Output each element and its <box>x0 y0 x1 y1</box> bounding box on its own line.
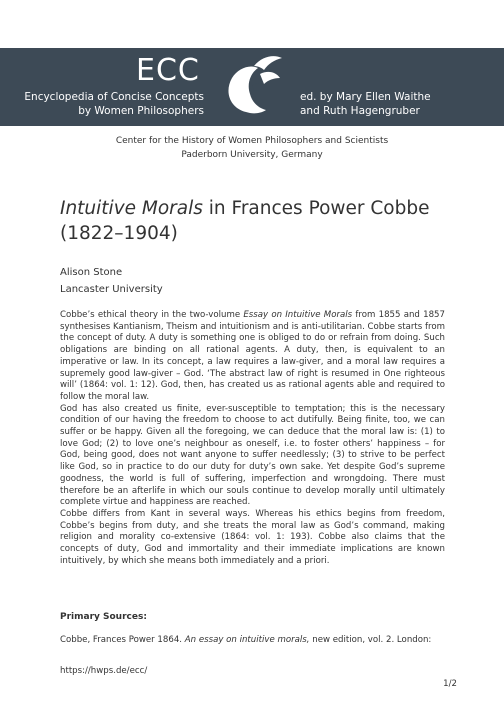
ecc-acronym: ECC <box>136 53 200 88</box>
subtitle-line-1: Encyclopedia of Concise Concepts <box>24 91 204 103</box>
header-banner <box>0 48 504 126</box>
title-rest: in Frances Power Cobbe <box>202 198 430 219</box>
institution-block <box>0 134 504 162</box>
paragraph-3: Cobbe differs from Kant in several ways. Whereas his ethics begins from freedom, Cobbe’s begins from duty, and she treats the moral law as God’s command, making religion and morality co-extensive (1864: vol. 1: 193). Cobbe also claims that the concepts of duty, God and immortality and their immediate implications are known intuitively, by which she means both immediately and a priori. <box>60 508 445 566</box>
encyclopedia-subtitle <box>24 90 204 118</box>
page-number: 1/2 <box>443 679 457 689</box>
primary-sources-heading: Primary Sources: <box>60 612 147 622</box>
title-italic-part: Intuitive Morals <box>60 198 203 219</box>
subtitle-line-2: by Women Philosophers <box>78 105 204 117</box>
editors-line-2: and Ruth Hagengruber <box>300 105 420 117</box>
article-title <box>60 196 460 246</box>
author-block <box>60 264 163 298</box>
institution-line-2: Paderborn University, Germany <box>181 150 323 160</box>
footer-url-link[interactable]: https://hwps.de/ecc/ <box>60 666 148 676</box>
p1-text-a: Cobbe’s ethical theory in the two-volume <box>60 310 244 320</box>
source-italic: An essay on intuitive morals, <box>184 635 310 645</box>
primary-source-entry <box>60 634 445 646</box>
institution-line-1: Center for the History of Women Philosophers and Scientists <box>115 136 389 146</box>
paragraph-2: God has also created us finite, ever-susceptible to temptation; this is the necessary condition of our having the freedom to choose to act dutifully. Being finite, too, we can suffer or be happy. Given all the foregoing, we can deduce that the moral law is: (1) to love God; (2) to love one’s neighbour as oneself, i.e. to foster others’ happiness – for God, being good, does not want anyone to suffer needlessly; (3) to strive to be perfect like God, so in practice to do our duty for duty’s own sake. Yet despite God’s supreme goodness, the world is full of suffering, imperfection and wrongdoing. There must therefore be an afterlife in which our souls continue to develop morally until ultimately complete virtue and happiness are reached. <box>60 403 445 508</box>
author-name: Alison Stone <box>60 267 123 278</box>
title-dates: (1822–1904) <box>60 223 178 244</box>
editors-line-1: ed. by Mary Ellen Waithe <box>300 91 431 103</box>
source-text-b: new edition, vol. 2. London: <box>309 635 432 645</box>
author-affiliation: Lancaster University <box>60 284 163 295</box>
p1-text-b: from 1855 and 1857 synthesises Kantianism, Theism and intuitionism and is anti-utilitarian. Cobbe starts from the concept of duty. A duty is something one is obliged to do or refrain from doing. Such obligations are binding on all rational agents. A duty, then, is equivalent to an imperative or law. In its concept, a law requires a law-giver, and a moral law requires a supremely good law-giver – God. ‘The abstract law of right is resumed in One righteous will’ (1864: vol. 1: 12). God, then, has created us as rational agents able and required to follow the moral law. <box>60 310 445 402</box>
source-text-a: Cobbe, Frances Power 1864. <box>60 635 185 645</box>
athena-helmet-icon <box>216 52 288 122</box>
p1-italic: Essay on Intuitive Morals <box>243 310 353 320</box>
paragraph-1 <box>60 310 445 404</box>
article-body <box>60 310 445 567</box>
editors-credit <box>300 90 431 118</box>
